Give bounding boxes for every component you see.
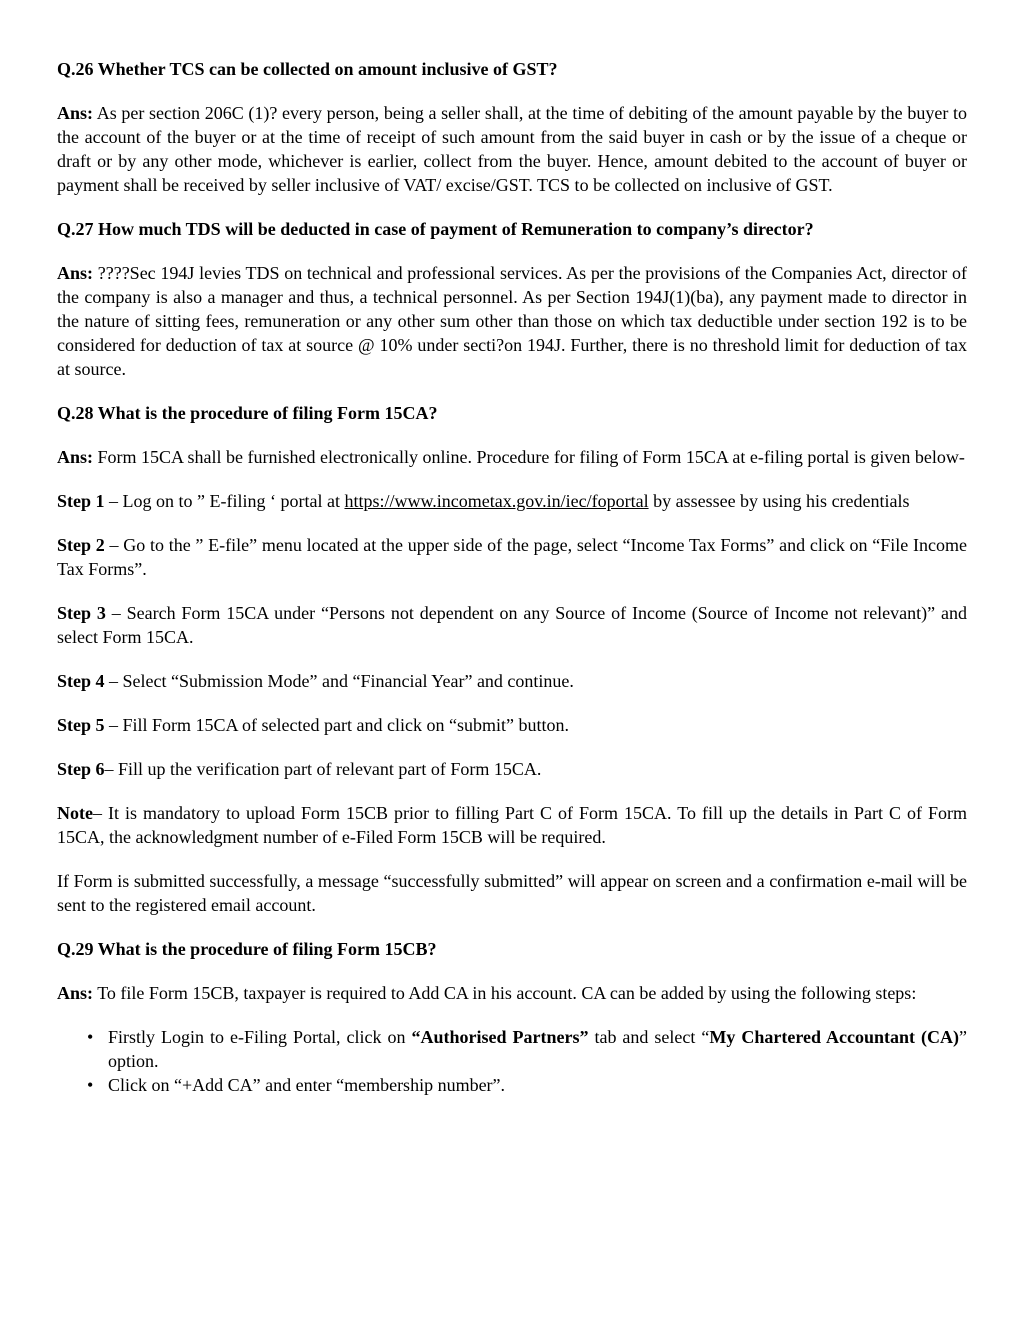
list-text: Firstly Login to e-Filing Portal, click on [108, 1027, 412, 1047]
step-label: Step 6 [57, 759, 105, 779]
answer-label: Ans: [57, 983, 94, 1003]
answer-text: ????Sec 194J levies TDS on technical and professional services. As per the provisions of the Companies Act, director of the company is also a manager and thus, a technical personnel. As per Section 194J(1)(ba), any payment made to director in the nature of sitting fees, remuneration or any other sum other than those on which tax deductible under section 192 is to be considered for deduction of tax at source @ 10% under secti?on 194J. Further, there is no threshold limit for deduction of tax at source. [57, 263, 967, 379]
step-6 [57, 757, 967, 781]
bullet-icon: • [87, 1027, 94, 1047]
document-page [57, 57, 967, 1097]
step-3 [57, 601, 967, 649]
step-text: – Go to the ” E-file” menu located at the upper side of the page, select “Income Tax Forms” and click on “File Income Tax Forms”. [57, 535, 967, 579]
bullet-icon: • [87, 1075, 94, 1095]
list-item [87, 1073, 967, 1097]
list-item [87, 1025, 967, 1073]
closing-paragraph: If Form is submitted successfully, a message “successfully submitted” will appear on screen and a confirmation e-mail will be sent to the registered email account. [57, 871, 967, 915]
answer-label: Ans: [57, 447, 94, 467]
answer-label: Ans: [57, 103, 94, 123]
efiling-portal-link[interactable]: https://www.incometax.gov.in/iec/foportal [344, 491, 649, 511]
answer-text: As per section 206C (1)? every person, being a seller shall, at the time of debiting of the amount payable by the buyer to the account of the buyer or at the time of receipt of such amount from the said buyer in cash or by the issue of a cheque or draft or by any other mode, whichever is earlier, collect from the buyer. Hence, amount debited to the account of buyer or payment shall be received by seller inclusive of VAT/ excise/GST. TCS to be collected on inclusive of GST. [57, 103, 967, 195]
step-2 [57, 533, 967, 581]
question-29: Q.29 What is the procedure of filing Form 15CB? [57, 939, 437, 959]
answer-28 [57, 445, 967, 469]
answer-text: To file Form 15CB, taxpayer is required to Add CA in his account. CA can be added by using the following steps: [93, 983, 917, 1003]
step-text: – Fill up the verification part of relevant part of Form 15CA. [104, 759, 542, 779]
authorised-partners-text: “Authorised Partners” [411, 1027, 589, 1047]
question-27: Q.27 How much TDS will be deducted in case of payment of Remuneration to company’s director? [57, 219, 814, 239]
answer-label: Ans: [57, 263, 94, 283]
step-label: Step 1 [57, 491, 105, 511]
note-label: Note [57, 803, 93, 823]
question-28: Q.28 What is the procedure of filing Form 15CA? [57, 403, 438, 423]
step-label: Step 5 [57, 715, 105, 735]
step-label: Step 2 [57, 535, 105, 555]
my-ca-text: My Chartered Accountant (CA) [709, 1027, 960, 1047]
step-label: Step 3 [57, 603, 106, 623]
list-text: tab and select “ [588, 1027, 710, 1047]
step-5 [57, 713, 967, 737]
step-text: – Select “Submission Mode” and “Financial Year” and continue. [104, 671, 574, 691]
step-text: by assessee by using his credentials [648, 491, 910, 511]
list-text: ” option. [108, 1027, 968, 1071]
step-label: Step 4 [57, 671, 105, 691]
step-text: – Log on to ” E-filing ‘ portal at [104, 491, 345, 511]
steps-list [57, 1025, 967, 1097]
step-4 [57, 669, 967, 693]
step-text: – Fill Form 15CA of selected part and click on “submit” button. [104, 715, 569, 735]
list-text: Click on “+Add CA” and enter “membership number”. [108, 1075, 506, 1095]
note-text: – It is mandatory to upload Form 15CB prior to filling Part C of Form 15CA. To fill up the details in Part C of Form 15CA, the acknowledgment number of e-Filed Form 15CB will be required. [57, 803, 967, 847]
note [57, 801, 967, 849]
question-26: Q.26 Whether TCS can be collected on amount inclusive of GST? [57, 59, 558, 79]
answer-29 [57, 981, 967, 1005]
step-text: – Search Form 15CA under “Persons not dependent on any Source of Income (Source of Income not relevant)” and select Form 15CA. [57, 603, 967, 647]
answer-26 [57, 101, 967, 197]
answer-27 [57, 261, 967, 381]
step-1 [57, 489, 967, 513]
answer-text: Form 15CA shall be furnished electronically online. Procedure for filing of Form 15CA at e-filing portal is given below- [93, 447, 965, 467]
